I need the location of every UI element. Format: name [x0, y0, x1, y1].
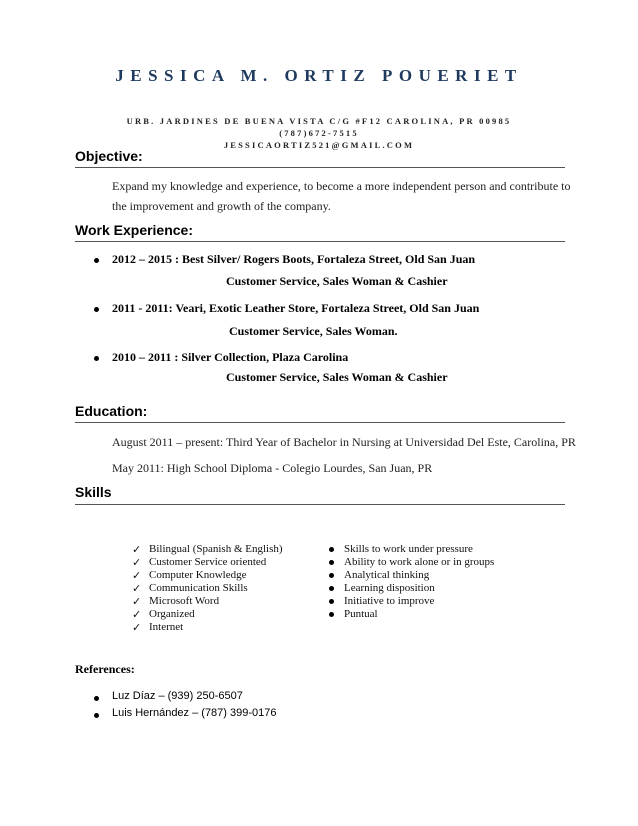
- job-1-role: Customer Service, Sales Woman & Cashier: [226, 274, 448, 288]
- skill-item: [132, 569, 283, 582]
- bullet-icon: [329, 573, 334, 578]
- skill-item: [132, 543, 283, 556]
- skill-item: [327, 595, 494, 608]
- checkmark-icon: ✓: [132, 543, 142, 556]
- skill-item: [327, 608, 494, 621]
- phone: (787)672-7515: [279, 128, 359, 138]
- education-title: Education:: [75, 403, 148, 419]
- job-bullet: [94, 258, 99, 263]
- checkmark-icon: ✓: [132, 595, 142, 608]
- skill-item: [327, 582, 494, 595]
- checkmark-icon: ✓: [132, 608, 142, 621]
- skills-title: Skills: [75, 484, 112, 500]
- checkmark-icon: ✓: [132, 556, 142, 569]
- skill-label: Customer Service oriented: [149, 556, 267, 568]
- skill-label: Analytical thinking: [344, 569, 430, 581]
- skill-item: [132, 582, 283, 595]
- skill-label: Ability to work alone or in groups: [344, 556, 495, 568]
- bullet-icon: [329, 547, 334, 552]
- skill-item: [132, 595, 283, 608]
- skills-divider: [75, 504, 565, 505]
- skills-left-list: [132, 543, 283, 634]
- skill-item: [327, 556, 494, 569]
- bullet-icon: [329, 560, 334, 565]
- skill-label: Microsoft Word: [149, 595, 220, 607]
- job-bullet: [94, 307, 99, 312]
- skill-label: Puntual: [344, 608, 378, 620]
- job-2-role: Customer Service, Sales Woman.: [229, 324, 398, 338]
- skill-label: Computer Knowledge: [149, 569, 247, 581]
- reference-item: Luis Hernández – (787) 399-0176: [112, 707, 277, 719]
- skill-label: Bilingual (Spanish & English): [149, 543, 283, 555]
- references-title: References:: [75, 662, 135, 676]
- skill-label: Internet: [149, 621, 184, 633]
- skill-label: Skills to work under pressure: [344, 543, 473, 555]
- work-title: Work Experience:: [75, 222, 194, 238]
- skill-item: [132, 556, 283, 569]
- skills-right-list: [327, 543, 494, 621]
- skill-item: [132, 608, 283, 621]
- skill-item: [327, 569, 494, 582]
- skill-label: Communication Skills: [149, 582, 248, 594]
- bullet-icon: [329, 612, 334, 617]
- email: JESSICAORTIZ521@GMAIL.COM: [223, 140, 415, 150]
- reference-bullet: [94, 713, 99, 718]
- objective-text: Expand my knowledge and experience, to become a more independent person and contribute to the improvement and growth of the company.: [112, 179, 571, 213]
- bullet-icon: [329, 599, 334, 604]
- skill-item: [327, 543, 494, 556]
- objective-title: Objective:: [75, 148, 143, 164]
- skill-item: [132, 621, 283, 634]
- work-divider: [75, 241, 565, 242]
- job-3-role: Customer Service, Sales Woman & Cashier: [226, 370, 448, 384]
- education-item: May 2011: High School Diploma - Colegio Lourdes, San Juan, PR: [112, 461, 433, 475]
- job-2-line: 2011 - 2011: Veari, Exotic Leather Store, Fortaleza Street, Old San Juan: [112, 301, 480, 315]
- job-3-line: 2010 – 2011 : Silver Collection, Plaza Carolina: [112, 350, 349, 364]
- reference-bullet: [94, 696, 99, 701]
- checkmark-icon: ✓: [132, 621, 142, 634]
- objective-divider: [75, 167, 565, 168]
- skill-label: Learning disposition: [344, 582, 435, 594]
- address: URB. JARDINES DE BUENA VISTA C/G #F12 CAROLINA, PR 00985: [126, 116, 512, 126]
- checkmark-icon: ✓: [132, 569, 142, 582]
- skill-label: Initiative to improve: [344, 595, 435, 607]
- checkmark-icon: ✓: [132, 582, 142, 595]
- skill-label: Organized: [149, 608, 195, 620]
- job-1-line: 2012 – 2015 : Best Silver/ Rogers Boots, Fortaleza Street, Old San Juan: [112, 252, 476, 266]
- education-item: August 2011 – present: Third Year of Bachelor in Nursing at Universidad Del Este, Carolina, PR: [112, 435, 576, 449]
- candidate-name: JESSICA M. ORTIZ POUERIET: [115, 66, 523, 85]
- bullet-icon: [329, 586, 334, 591]
- reference-item: Luz Díaz – (939) 250-6507: [112, 690, 243, 702]
- job-bullet: [94, 356, 99, 361]
- education-divider: [75, 422, 565, 423]
